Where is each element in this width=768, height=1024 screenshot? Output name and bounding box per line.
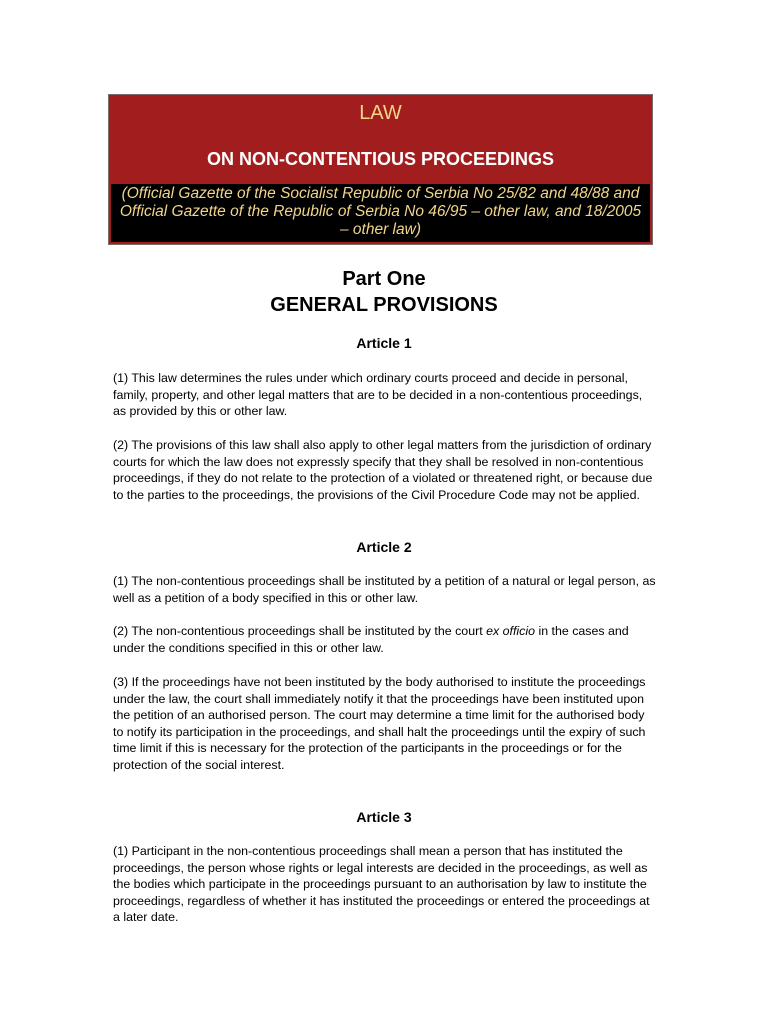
article-2-heading: Article 2	[356, 539, 412, 555]
part-title: GENERAL PROVISIONS	[270, 294, 498, 316]
article-2-paragraph-2	[113, 623, 658, 656]
gazette-reference: (Official Gazette of the Socialist Republic of Serbia No 25/82 and 48/88 and Official Gazette of the Republic of Serbia No 46/95 – other law, and 18/2005 – other law)	[119, 185, 642, 238]
part-number: Part One	[342, 268, 426, 290]
article-1-heading: Article 1	[356, 335, 412, 351]
article-2-paragraph-2-italic: ex officio	[486, 624, 535, 638]
law-subtitle: ON NON-CONTENTIOUS PROCEEDINGS	[206, 149, 555, 169]
article-1-paragraph-2: (2) The provisions of this law shall also apply to other legal matters from the jurisdiction of ordinary courts for which the law does not expressly specify that they shall be resolved in non-contentious proceedings, if they do not relate to the protection of a violated or threatened right, or because due to the parties to the proceedings, the provisions of the Civil Procedure Code may not be applied.	[113, 438, 653, 502]
header-red-band	[111, 97, 650, 183]
law-title: LAW	[359, 102, 402, 124]
article-3-heading: Article 3	[356, 809, 412, 825]
article-2-paragraph-2-text-before: (2) The non-contentious proceedings shall be instituted by the court	[113, 624, 487, 638]
article-2-paragraph-2-text-after: in the cases and under the conditions specified in this or other law.	[113, 624, 629, 655]
law-header-banner	[108, 94, 653, 245]
article-2-paragraph-3: (3) If the proceedings have not been instituted by the body authorised to institute the proceedings under the law, the court shall immediately notify it that the proceedings have been instituted upon the petition of an authorised person. The court may determine a time limit for the authorised body to notify its participation in the proceedings, and shall halt the proceedings until the expiry of such time limit if this is necessary for the protection of the participants in the proceedings or for the protection of the social interest.	[113, 675, 646, 772]
header-black-band	[111, 184, 650, 242]
article-1-paragraph-1: (1) This law determines the rules under which ordinary courts proceed and decide in personal, family, property, and other legal matters that are to be decided in a non-contentious proceedings, as provided by this or other law.	[113, 371, 643, 419]
article-2-paragraph-1: (1) The non-contentious proceedings shall be instituted by a petition of a natural or legal person, as well as a petition of a body specified in this or other law.	[113, 574, 656, 605]
article-3-paragraph-1: (1) Participant in the non-contentious proceedings shall mean a person that has instituted the proceedings, the person whose rights or legal interests are decided in the proceedings, as well as the bodies which participate in the proceedings pursuant to an authorisation by law to institute the proceedings, regardless of whether it has instituted the proceedings or entered the proceedings at a later date.	[113, 844, 650, 925]
